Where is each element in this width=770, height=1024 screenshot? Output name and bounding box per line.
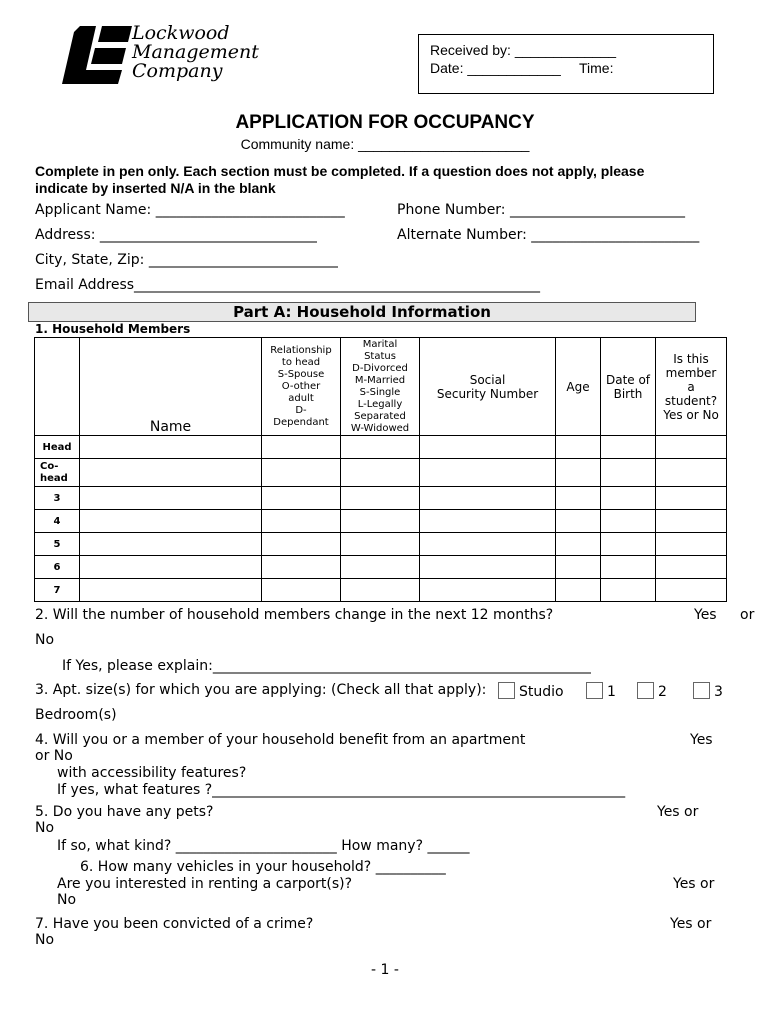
community-name-field[interactable]: Community name: ______________________ xyxy=(240,136,530,152)
col-name: Name xyxy=(80,338,262,436)
received-by-field[interactable]: Received by: _____________ xyxy=(430,42,617,58)
table-row: Head xyxy=(35,436,727,459)
question-5: 5. Do you have any pets? xyxy=(35,804,214,820)
question-7: 7. Have you been convicted of a crime? xyxy=(35,916,314,932)
q5-no-option[interactable]: No xyxy=(35,820,55,836)
page-number: - 1 - xyxy=(371,962,399,978)
checkbox-icon[interactable] xyxy=(693,682,710,699)
col-marital-status: Marital Status D-Divorced M-Married S-Single L-Legally Separated W-Widowed xyxy=(341,338,420,436)
alternate-number-field[interactable]: Alternate Number: ________________________ xyxy=(397,227,700,243)
q4-yes-option[interactable]: Yes xyxy=(690,732,713,748)
household-members-label: 1. Household Members xyxy=(35,322,191,336)
q6-carport-label: Are you interested in renting a carport(s)? xyxy=(57,876,353,892)
table-row: 5 xyxy=(35,533,727,556)
q6-no-option[interactable]: No xyxy=(57,892,77,908)
address-field[interactable]: Address: _______________________________ xyxy=(35,227,317,243)
city-state-zip-field[interactable]: City, State, Zip: ___________________________ xyxy=(35,252,338,268)
table-row: 4 xyxy=(35,510,727,533)
household-members-table xyxy=(34,337,727,602)
table-row: 6 xyxy=(35,556,727,579)
q4-accessibility-label: with accessibility features? xyxy=(57,765,247,781)
date-field[interactable]: Date: ____________ xyxy=(430,60,561,76)
q2-or-label: or xyxy=(740,607,755,623)
q3-two-bedroom-option[interactable]: 2 xyxy=(637,682,667,700)
question-3: 3. Apt. size(s) for which you are applying: (Check all that apply): xyxy=(35,682,487,698)
table-row: 3 xyxy=(35,487,727,510)
question-4: 4. Will you or a member of your household benefit from an apartment xyxy=(35,732,526,748)
company-logo-icon xyxy=(62,26,132,84)
page-title: APPLICATION FOR OCCUPANCY xyxy=(235,112,535,133)
q2-yes-option[interactable]: Yes xyxy=(694,607,717,623)
checkbox-icon[interactable] xyxy=(637,682,654,699)
q5-yes-option[interactable]: Yes or xyxy=(657,804,699,820)
col-relationship: Relationship to head S-Spouse O-other adult D- Dependant xyxy=(262,338,341,436)
q4-features-field[interactable]: If yes, what features ?___________________________________________________________ xyxy=(57,782,626,798)
col-dob: Date of Birth xyxy=(601,338,656,436)
q3-bedroom-label: Bedroom(s) xyxy=(35,707,117,723)
phone-number-field[interactable]: Phone Number: _________________________ xyxy=(397,202,685,218)
q3-studio-option[interactable]: Studio xyxy=(498,682,564,700)
q2-explain-field[interactable]: If Yes, please explain:______________________________________________________ xyxy=(62,658,591,674)
row-label-header xyxy=(35,338,80,436)
q3-three-bedroom-option[interactable]: 3 xyxy=(693,682,723,700)
checkbox-icon[interactable] xyxy=(586,682,603,699)
question-6[interactable]: 6. How many vehicles in your household? __________ xyxy=(80,859,446,875)
q4-no-option[interactable]: or No xyxy=(35,748,73,764)
col-ssn: Social Security Number xyxy=(420,338,556,436)
question-2: 2. Will the number of household members change in the next 12 months? xyxy=(35,607,554,623)
table-row: Co-head xyxy=(35,459,727,487)
q7-yes-option[interactable]: Yes or xyxy=(670,916,712,932)
q5-kind-field[interactable]: If so, what kind? _______________________ How many? ______ xyxy=(57,838,470,854)
time-field[interactable]: Time: xyxy=(579,60,614,76)
email-field[interactable]: Email Address__________________________________________________________ xyxy=(35,277,541,293)
checkbox-icon[interactable] xyxy=(498,682,515,699)
q3-one-bedroom-option[interactable]: 1 xyxy=(586,682,616,700)
received-box xyxy=(418,34,714,94)
instructions: Complete in pen only. Each section must be completed. If a question does not apply, please indicate by inserted N/A in the blank xyxy=(35,163,645,196)
col-student: Is this member a student? Yes or No xyxy=(656,338,727,436)
col-age: Age xyxy=(556,338,601,436)
applicant-name-field[interactable]: Applicant Name: ___________________________ xyxy=(35,202,345,218)
company-name: Lockwood Management Company xyxy=(132,22,259,82)
part-a-header: Part A: Household Information xyxy=(28,302,696,322)
q2-no-option[interactable]: No xyxy=(35,632,55,648)
table-row: 7 xyxy=(35,579,727,602)
q6-yes-option[interactable]: Yes or xyxy=(673,876,715,892)
q7-no-option[interactable]: No xyxy=(35,932,55,948)
